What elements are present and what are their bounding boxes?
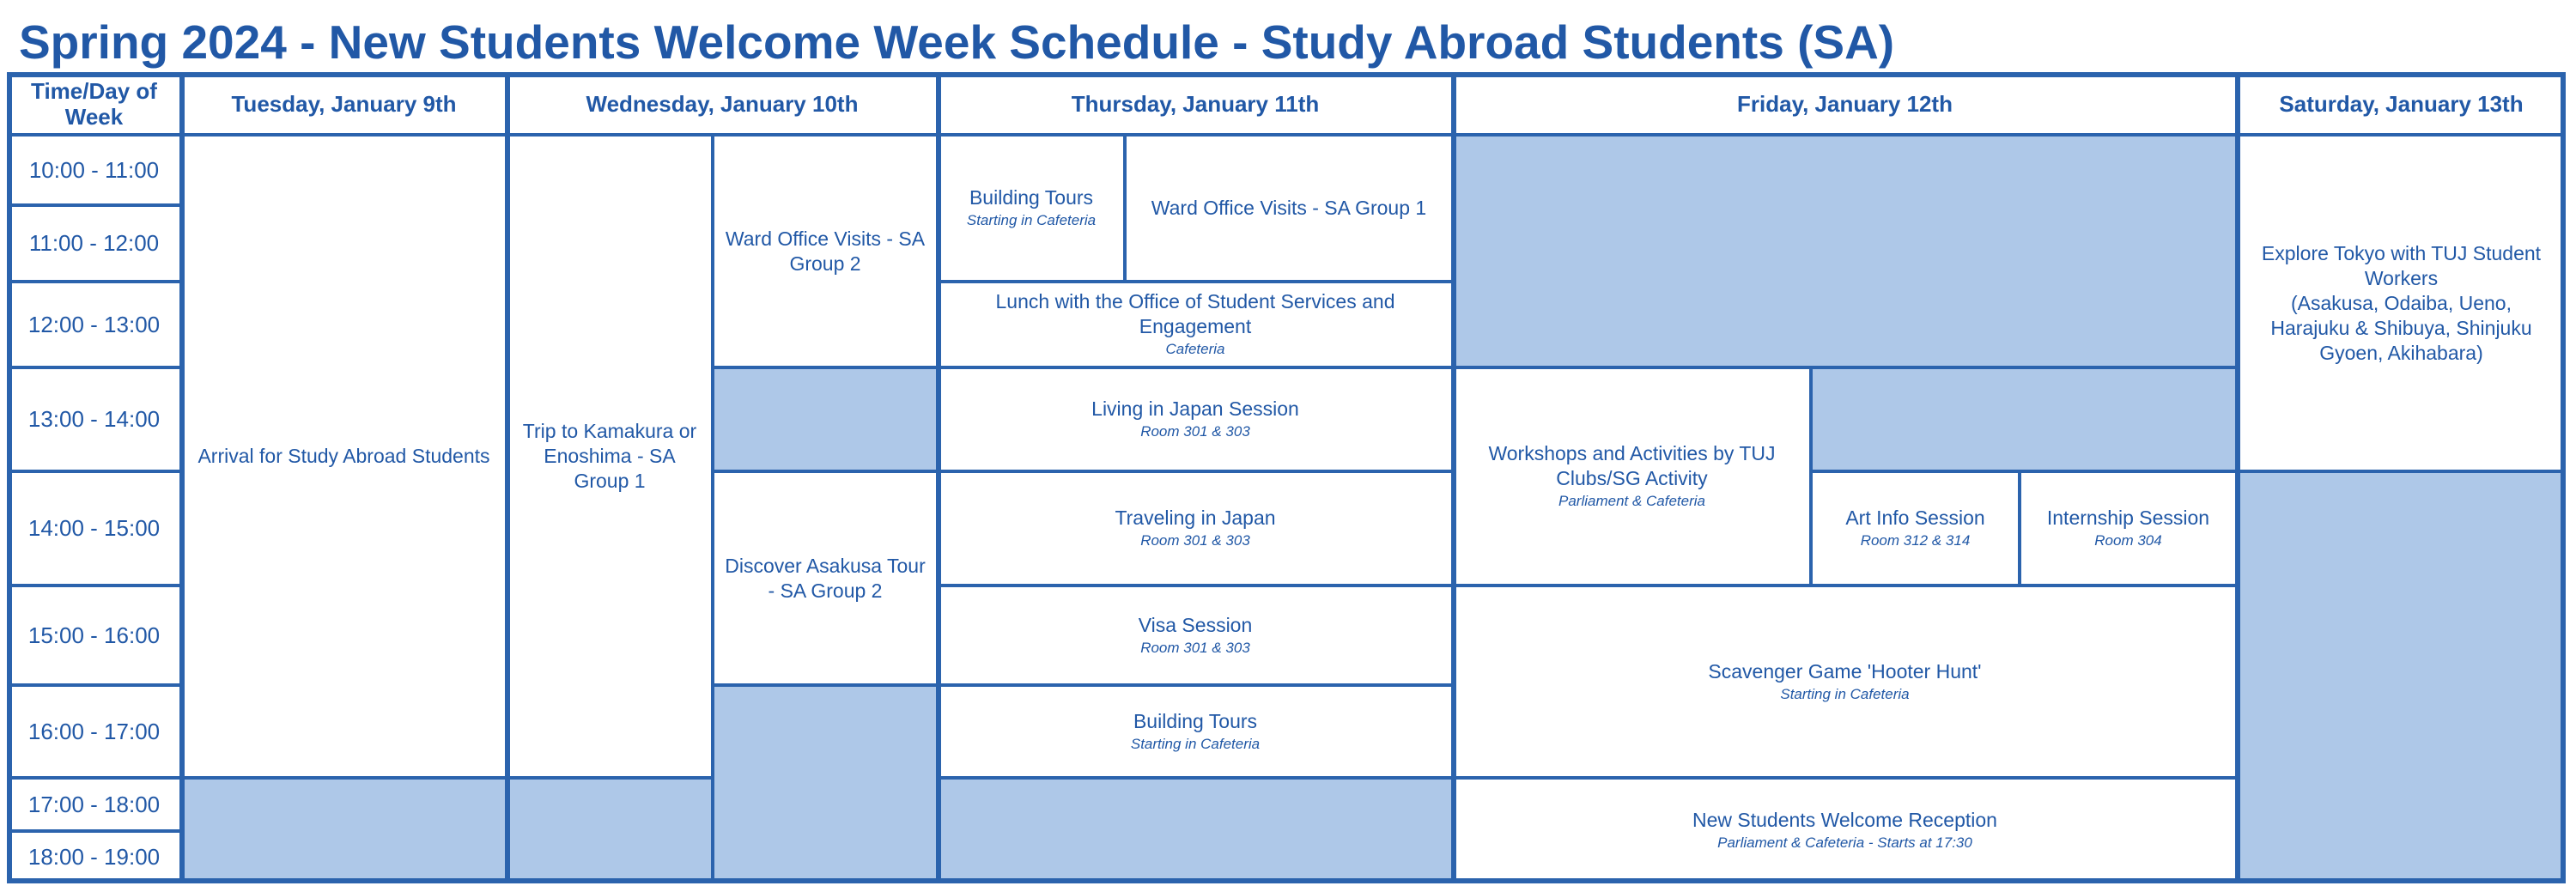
time-slot xyxy=(7,367,181,471)
column-divider xyxy=(2235,72,2240,883)
event-internship-session xyxy=(2020,471,2237,586)
time-slot xyxy=(7,586,181,685)
event-ward-office-group-1 xyxy=(1125,135,1453,282)
time-slot xyxy=(7,778,181,831)
empty-slot xyxy=(1453,135,2237,367)
time-label: 15:00 - 16:00 xyxy=(27,622,161,648)
empty-slot xyxy=(713,685,938,883)
schedule-grid xyxy=(7,72,2566,883)
event-title: Visa Session xyxy=(1138,613,1253,636)
time-label: 16:00 - 17:00 xyxy=(27,718,161,744)
event-location: Starting in Cafeteria xyxy=(966,212,1097,228)
day-header-friday xyxy=(1453,72,2237,135)
event-title: Art Info Session xyxy=(1845,507,1985,529)
column-divider xyxy=(179,72,185,883)
event-title: Discover Asakusa Tour - SA Group 2 xyxy=(725,554,926,602)
empty-slot xyxy=(2237,471,2566,883)
time-slot xyxy=(7,205,181,282)
time-label: 14:00 - 15:00 xyxy=(27,515,161,541)
day-header-label: Tuesday, January 9th xyxy=(231,90,457,117)
event-kamakura-trip xyxy=(507,135,713,778)
time-label: 12:00 - 13:00 xyxy=(27,311,161,337)
row-divider xyxy=(7,72,2566,77)
event-title: Scavenger Game 'Hooter Hunt' xyxy=(1708,659,1982,683)
event-title: Ward Office Visits - SA Group 2 xyxy=(725,227,926,275)
empty-slot xyxy=(938,778,1453,883)
time-label: 10:00 - 11:00 xyxy=(28,156,160,183)
time-label: 18:00 - 19:00 xyxy=(27,844,161,870)
event-traveling-in-japan xyxy=(938,471,1453,586)
event-title: Arrival for Study Abroad Students xyxy=(197,445,490,467)
day-header-thursday xyxy=(938,72,1453,135)
time-label: 17:00 - 18:00 xyxy=(27,791,161,817)
event-title: Living in Japan Session xyxy=(1091,397,1299,420)
row-divider xyxy=(7,878,2566,883)
column-divider xyxy=(7,72,12,883)
column-divider xyxy=(1451,72,1456,883)
column-divider xyxy=(2561,72,2566,883)
event-explore-tokyo xyxy=(2237,135,2566,471)
day-header-label: Thursday, January 11th xyxy=(1071,90,1320,117)
column-divider xyxy=(936,72,941,883)
event-lunch xyxy=(938,282,1453,367)
event-location: Starting in Cafeteria xyxy=(1780,685,1910,702)
day-header-label: Saturday, January 13th xyxy=(2279,90,2524,117)
event-title: Lunch with the Office of Student Services and Engagement xyxy=(995,290,1395,337)
page-title: Spring 2024 - New Students Welcome Week Schedule - Study Abroad Students (SA) xyxy=(19,15,1895,69)
event-workshops xyxy=(1453,367,1811,586)
event-asakusa-tour xyxy=(713,471,938,685)
time-slot xyxy=(7,831,181,883)
corner-header-label: Time/Day of Week xyxy=(31,77,157,130)
event-location: Cafeteria xyxy=(1165,341,1225,357)
event-art-info-session xyxy=(1811,471,2020,586)
event-location: Room 304 xyxy=(2094,532,2162,549)
event-title: Internship Session xyxy=(2046,507,2210,529)
empty-slot xyxy=(1811,367,2237,471)
time-slot xyxy=(7,282,181,367)
event-building-tours-morning xyxy=(938,135,1125,282)
event-title: Ward Office Visits - SA Group 1 xyxy=(1151,197,1427,219)
event-title: Workshops and Activities by TUJ Clubs/SG Activity xyxy=(1488,442,1776,489)
empty-slot xyxy=(507,778,713,883)
event-living-in-japan xyxy=(938,367,1453,471)
day-header-wednesday xyxy=(507,72,938,135)
time-label: 13:00 - 14:00 xyxy=(27,406,161,432)
event-welcome-reception xyxy=(1453,778,2237,883)
event-title: New Students Welcome Reception xyxy=(1692,809,1997,831)
event-arrival xyxy=(181,135,507,778)
day-header-label: Wednesday, January 10th xyxy=(586,90,859,117)
event-location: Room 301 & 303 xyxy=(1140,639,1250,656)
time-slot xyxy=(7,685,181,778)
empty-slot xyxy=(181,778,507,883)
day-header-label: Friday, January 12th xyxy=(1737,90,1953,117)
event-detail: (Asakusa, Odaiba, Ueno, Harajuku & Shibuya, Shinjuku Gyoen, Akihabara) xyxy=(2270,291,2532,364)
event-building-tours-afternoon xyxy=(938,685,1453,778)
event-title: Trip to Kamakura or Enoshima - SA Group 1 xyxy=(522,420,697,492)
time-slot xyxy=(7,135,181,205)
day-header-saturday xyxy=(2237,72,2566,135)
event-location: Starting in Cafeteria xyxy=(1130,735,1261,752)
event-location: Room 312 & 314 xyxy=(1860,532,1971,549)
event-location: Room 301 & 303 xyxy=(1140,423,1250,440)
event-location: Room 301 & 303 xyxy=(1140,532,1250,549)
event-title: Building Tours xyxy=(969,186,1094,209)
corner-header xyxy=(7,72,181,135)
time-label: 11:00 - 12:00 xyxy=(28,230,160,256)
time-slot xyxy=(7,471,181,586)
event-title: Explore Tokyo with TUJ Student Workers xyxy=(2261,241,2542,289)
day-header-tuesday xyxy=(181,72,507,135)
event-title: Traveling in Japan xyxy=(1115,507,1276,529)
event-scavenger-game xyxy=(1453,586,2237,778)
event-location: Parliament & Cafeteria xyxy=(1558,493,1706,509)
event-title: Building Tours xyxy=(1133,709,1258,732)
column-divider xyxy=(505,72,510,883)
event-visa-session xyxy=(938,586,1453,685)
event-ward-office-group-2 xyxy=(713,135,938,367)
event-location: Parliament & Cafeteria - Starts at 17:30 xyxy=(1717,834,1972,851)
empty-slot xyxy=(713,367,938,471)
